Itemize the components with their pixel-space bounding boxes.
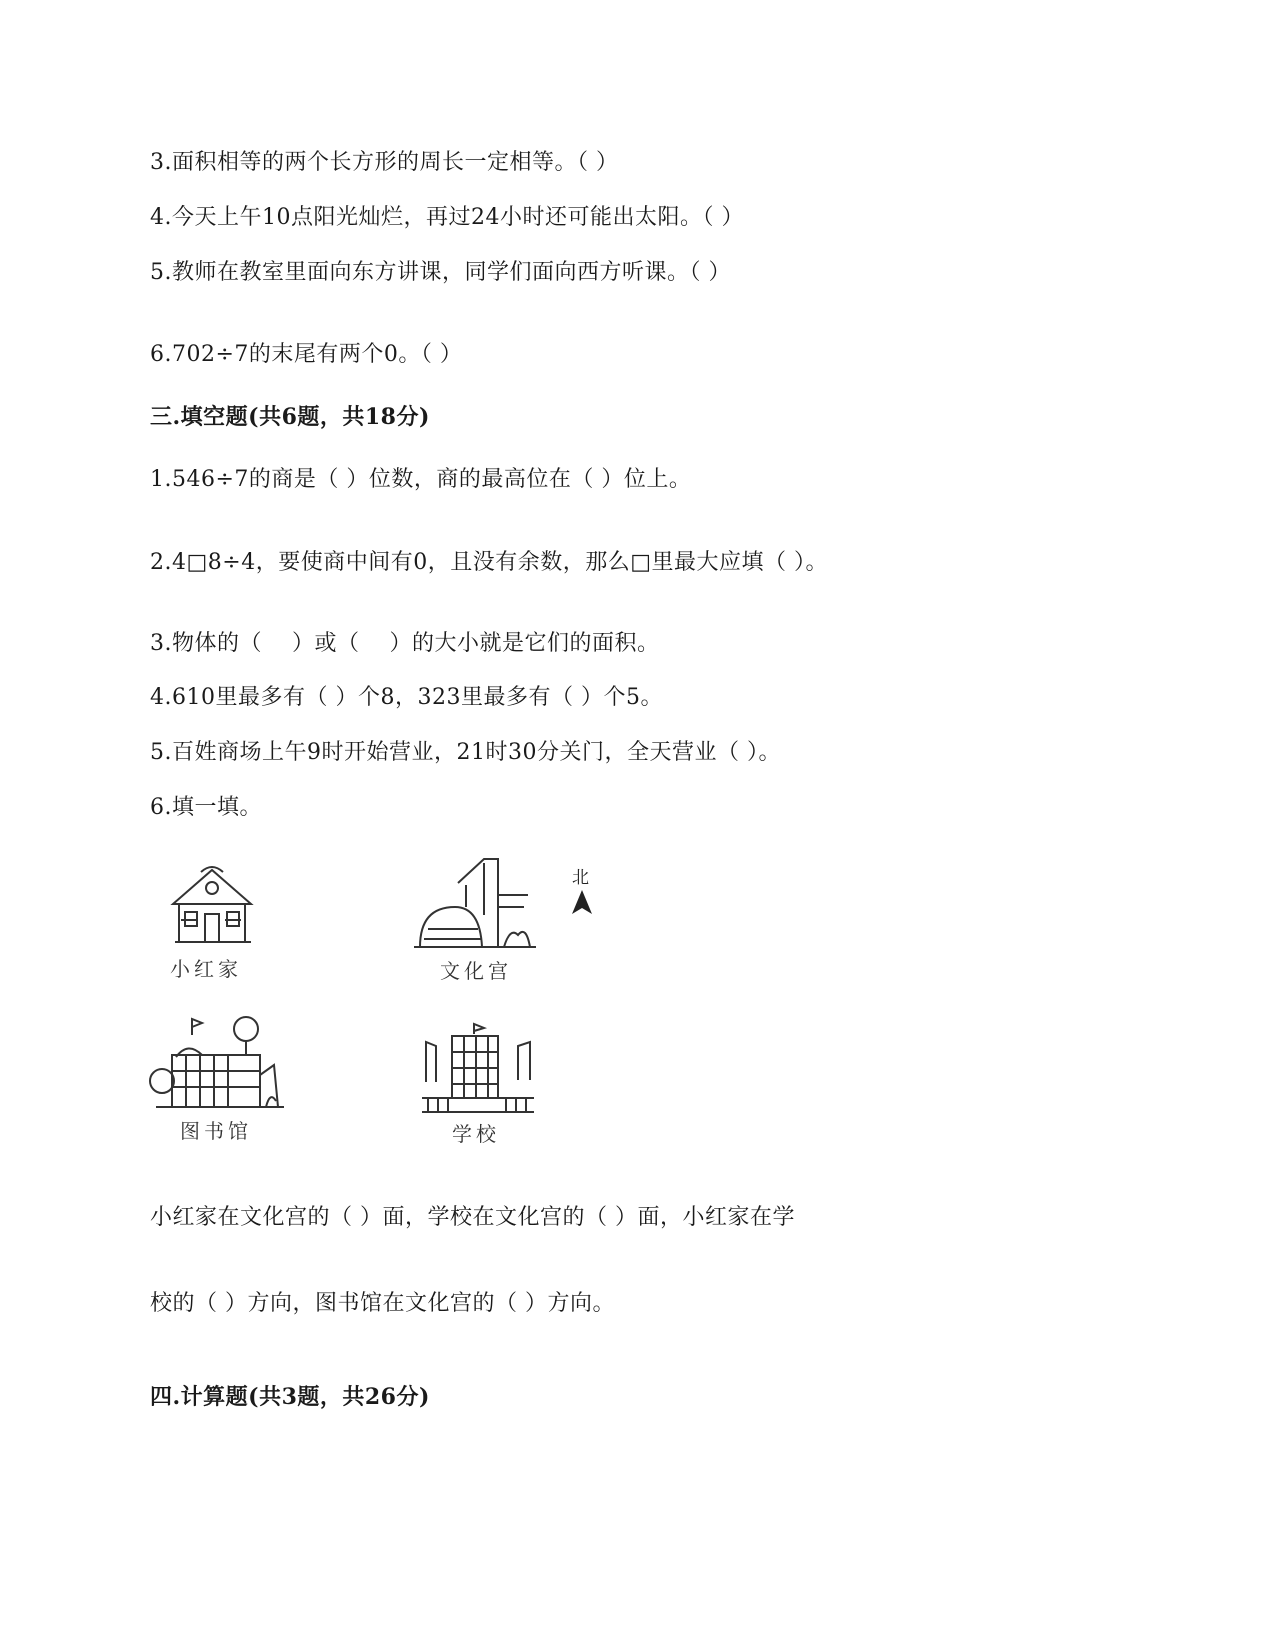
north-arrow-icon <box>570 888 594 916</box>
fill-q6: 6.填一填。 <box>150 795 262 820</box>
section-heading-fill: 三.填空题(共6题，共18分) <box>150 404 430 430</box>
house-illustration <box>165 860 260 950</box>
fill-q6-text-1: 小红家在文化宫的（ ）面，学校在文化宫的（ ）面，小红家在学 <box>150 1205 795 1230</box>
judgement-q6: 6.702÷7的末尾有两个0。（ ） <box>150 342 463 367</box>
fill-q1: 1.546÷7的商是（ ）位数，商的最高位在（ ）位上。 <box>150 467 692 492</box>
fill-q3: 3.物体的（ ）或（ ）的大小就是它们的面积。 <box>150 631 660 656</box>
judgement-q4: 4.今天上午10点阳光灿烂，再过24小时还可能出太阳。（ ） <box>150 205 744 230</box>
fill-q4: 4.610里最多有（ ）个8，323里最多有（ ）个5。 <box>150 685 663 710</box>
judgement-q3: 3.面积相等的两个长方形的周长一定相等。（ ） <box>150 150 619 175</box>
school-illustration <box>418 1022 538 1117</box>
fill-q6-text-2: 校的（ ）方向，图书馆在文化宫的（ ）方向。 <box>150 1291 615 1316</box>
library-illustration <box>148 1015 288 1115</box>
caption-xiaohong-home: 小红家 <box>170 957 242 981</box>
north-label: 北 <box>572 868 589 888</box>
fill-q5: 5.百姓商场上午9时开始营业，21时30分关门，全天营业（ ）。 <box>150 740 781 765</box>
caption-library: 图书馆 <box>180 1119 252 1143</box>
caption-culture-palace: 文化宫 <box>440 959 512 983</box>
culture-palace-illustration <box>410 855 540 955</box>
section-heading-calc: 四.计算题(共3题，共26分) <box>150 1384 430 1410</box>
caption-school: 学校 <box>452 1122 500 1146</box>
judgement-q5: 5.教师在教室里面向东方讲课，同学们面向西方听课。（ ） <box>150 260 731 285</box>
fill-q2: 2.4□8÷4，要使商中间有0，且没有余数，那么□里最大应填（ ）。 <box>150 550 828 575</box>
